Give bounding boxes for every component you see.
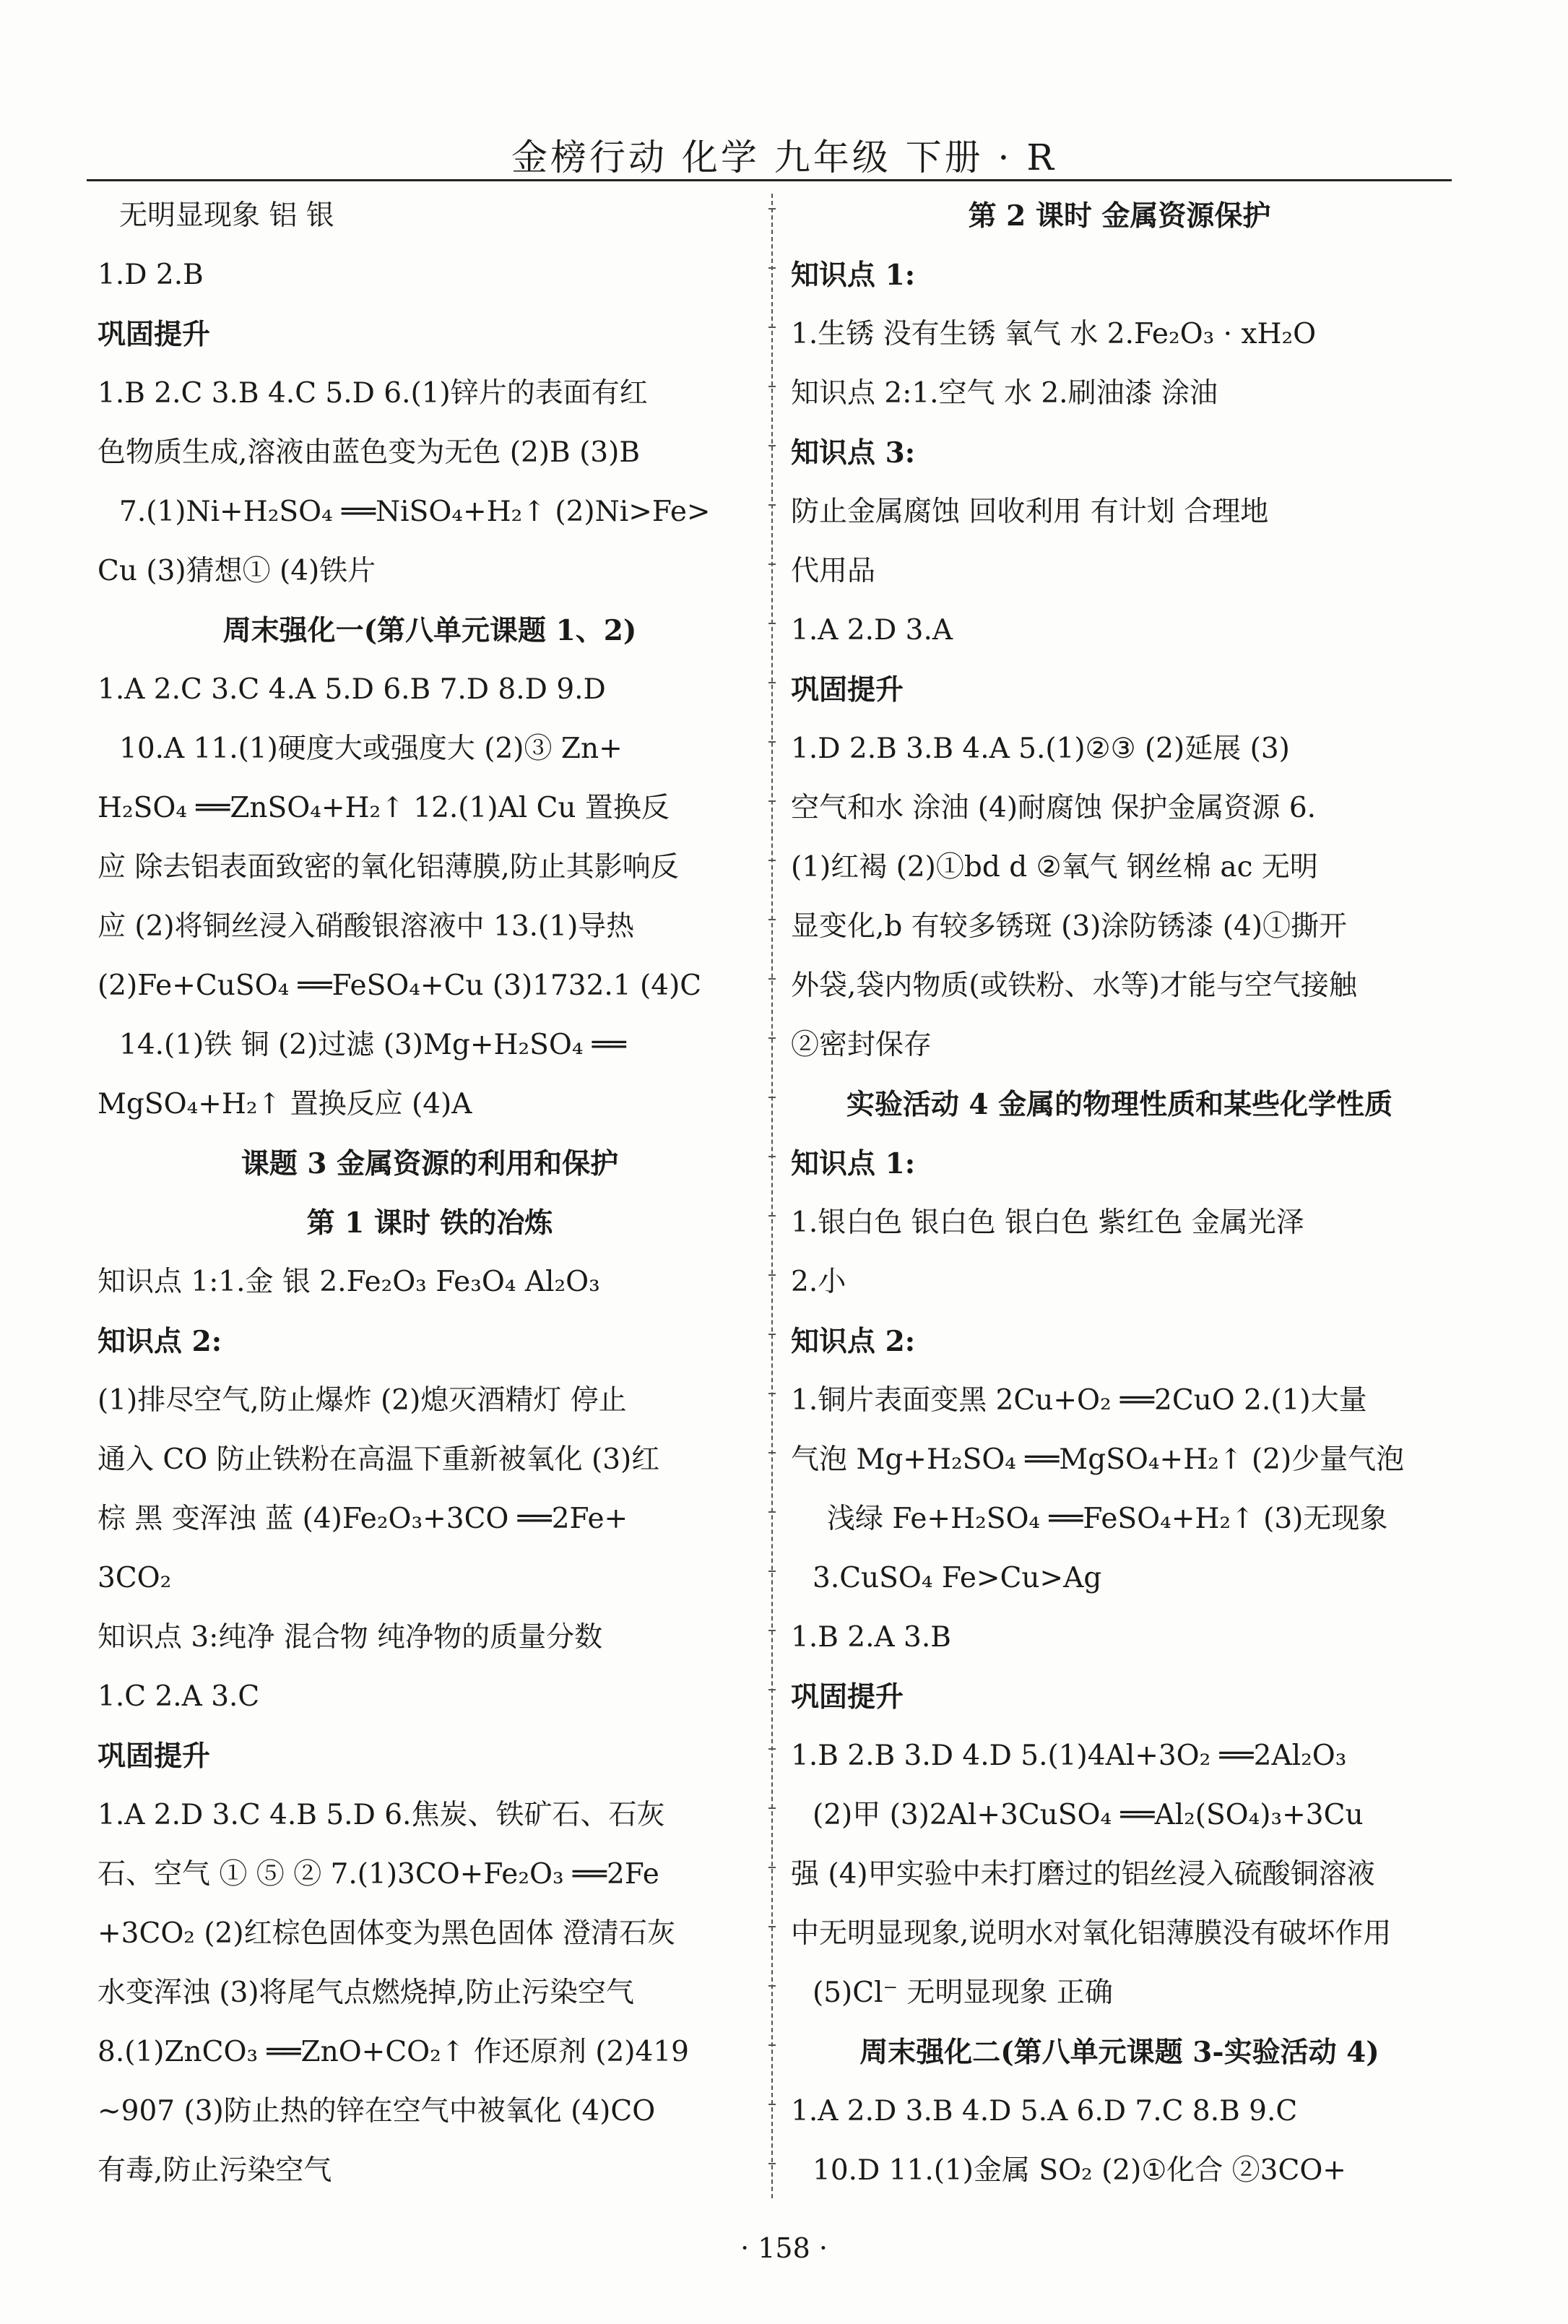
- right-heading-knowledge-1b: 知识点 1:: [791, 1147, 916, 1180]
- left-line-2: 1.D 2.B: [98, 259, 204, 291]
- divider-tick: [768, 1511, 776, 1513]
- divider-tick: [768, 1215, 776, 1217]
- left-line-34: 有毒,防止污染空气: [98, 2154, 332, 2187]
- left-heading-consolidation: 巩固提升: [98, 318, 211, 351]
- left-line-16: MgSO₄+H₂↑ 置换反应 (4)A: [98, 1088, 472, 1120]
- left-line-11: H₂SO₄ ══ZnSO₄+H₂↑ 12.(1)Al Cu 置换反: [98, 792, 670, 824]
- divider-tick: [768, 1452, 776, 1453]
- right-heading-activity-4: 实验活动 4 金属的物理性质和某些化学性质: [846, 1088, 1393, 1121]
- left-line-5: 色物质生成,溶液由蓝色变为无色 (2)B (3)B: [98, 436, 640, 469]
- divider-tick: [768, 741, 776, 743]
- header-rule: [87, 179, 1452, 181]
- right-line-24: 3.CuSO₄ Fe>Cu>Ag: [813, 1562, 1102, 1594]
- left-line-23: 棕 黑 变浑浊 蓝 (4)Fe₂O₃+3CO ══2Fe+: [98, 1503, 628, 1535]
- left-heading-consolidation-2: 巩固提升: [98, 1740, 211, 1773]
- right-line-3: 1.生锈 没有生锈 氧气 水 2.Fe₂O₃ · xH₂O: [791, 318, 1317, 350]
- left-heading-topic-3: 课题 3 金属资源的利用和保护: [241, 1147, 619, 1180]
- left-line-33: ~907 (3)防止热的锌在空气中被氧化 (4)CO: [98, 2095, 656, 2128]
- divider-tick: [768, 1037, 776, 1039]
- right-line-8: 1.A 2.D 3.A: [791, 614, 953, 647]
- right-line-25: 1.B 2.A 3.B: [791, 1621, 951, 1654]
- divider-tick: [768, 267, 776, 269]
- right-line-30: 中无明显现象,说明水对氧化铝薄膜没有破坏作用: [791, 1917, 1392, 1950]
- divider-tick: [768, 1630, 776, 1631]
- right-line-31: (5)Cl⁻ 无明显现象 正确: [813, 1977, 1113, 2009]
- divider-tick: [768, 1985, 776, 1987]
- left-line-26: 1.C 2.A 3.C: [98, 1680, 260, 1713]
- left-line-19: 知识点 1:1.金 银 2.Fe₂O₃ Fe₃O₄ Al₂O₃: [98, 1266, 600, 1298]
- divider-tick: [768, 1097, 776, 1098]
- left-line-9: 1.A 2.C 3.C 4.A 5.D 6.B 7.D 8.D 9.D: [98, 673, 606, 706]
- right-line-23: 浅绿 Fe+H₂SO₄ ══FeSO₄+H₂↑ (3)无现象: [827, 1503, 1388, 1535]
- left-line-24: 3CO₂: [98, 1562, 172, 1594]
- right-heading-lesson-2: 第 2 课时 金属资源保护: [968, 199, 1271, 233]
- right-line-10: 1.D 2.B 3.B 4.A 5.(1)②③ (2)延展 (3): [791, 733, 1290, 765]
- right-line-15: ②密封保存: [791, 1029, 932, 1061]
- right-line-14: 外袋,袋内物质(或铁粉、水等)才能与空气接触: [791, 969, 1357, 1002]
- page-number: · 158 ·: [740, 2232, 828, 2264]
- left-heading-knowledge-2: 知识点 2:: [98, 1325, 222, 1358]
- right-line-19: 2.小: [791, 1266, 846, 1298]
- divider-tick: [768, 2044, 776, 2046]
- divider-tick: [768, 504, 776, 506]
- right-heading-weekend-2: 周末强化二(第八单元课题 3-实验活动 4): [859, 2036, 1379, 2069]
- divider-tick: [768, 327, 776, 328]
- column-divider: [771, 194, 773, 2198]
- right-line-22: 气泡 Mg+H₂SO₄ ══MgSO₄+H₂↑ (2)少量气泡: [791, 1443, 1405, 1476]
- divider-tick: [768, 445, 776, 446]
- right-line-11: 空气和水 涂油 (4)耐腐蚀 保护金属资源 6.: [791, 792, 1317, 824]
- right-line-28: (2)甲 (3)2Al+3CuSO₄ ══Al₂(SO₄)₃+3Cu: [813, 1799, 1364, 1831]
- left-line-10: 10.A 11.(1)硬度大或强度大 (2)③ Zn+: [119, 733, 623, 765]
- divider-tick: [768, 2104, 776, 2105]
- page-header-title: 金榜行动 化学 九年级 下册 · R: [511, 137, 1057, 178]
- right-heading-consolidation-2: 巩固提升: [791, 1680, 904, 1714]
- left-line-4: 1.B 2.C 3.B 4.C 5.D 6.(1)锌片的表面有红: [98, 377, 648, 410]
- left-line-32: 8.(1)ZnCO₃ ══ZnO+CO₂↑ 作还原剂 (2)419: [98, 2036, 689, 2068]
- right-line-29: 强 (4)甲实验中未打磨过的铝丝浸入硫酸铜溶液: [791, 1858, 1375, 1891]
- left-line-7: Cu (3)猜想① (4)铁片: [98, 555, 376, 587]
- divider-tick: [768, 978, 776, 980]
- left-line-25: 知识点 3:纯净 混合物 纯净物的质量分数: [98, 1621, 603, 1654]
- divider-tick: [768, 1334, 776, 1335]
- right-line-12: (1)红褐 (2)①bd d ②氧气 钢丝棉 ac 无明: [791, 851, 1318, 884]
- right-heading-knowledge-2b: 知识点 2:: [791, 1325, 916, 1358]
- left-line-22: 通入 CO 防止铁粉在高温下重新被氧化 (3)红: [98, 1443, 660, 1476]
- right-line-4: 知识点 2:1.空气 水 2.刷油漆 涂油: [791, 377, 1218, 410]
- divider-tick: [768, 1748, 776, 1750]
- right-heading-knowledge-1: 知识点 1:: [791, 259, 916, 292]
- divider-tick: [768, 623, 776, 624]
- right-heading-knowledge-3: 知识点 3:: [791, 436, 916, 470]
- left-line-15: 14.(1)铁 铜 (2)过滤 (3)Mg+H₂SO₄ ══: [119, 1029, 626, 1061]
- divider-tick: [768, 1156, 776, 1157]
- left-line-31: 水变浑浊 (3)将尾气点燃烧掉,防止污染空气: [98, 1977, 635, 2009]
- left-line-14: (2)Fe+CuSO₄ ══FeSO₄+Cu (3)1732.1 (4)C: [98, 969, 702, 1002]
- divider-tick: [768, 2163, 776, 2164]
- left-line-1: 无明显现象 铝 银: [119, 199, 334, 232]
- divider-tick: [768, 919, 776, 920]
- right-line-27: 1.B 2.B 3.D 4.D 5.(1)4Al+3O₂ ══2Al₂O₃: [791, 1740, 1347, 1772]
- right-line-33: 1.A 2.D 3.B 4.D 5.A 6.D 7.C 8.B 9.C: [791, 2095, 1298, 2128]
- divider-tick: [768, 1689, 776, 1690]
- divider-tick: [768, 1274, 776, 1276]
- right-line-34: 10.D 11.(1)金属 SO₂ (2)①化合 ②3CO+: [813, 2154, 1346, 2187]
- divider-tick: [768, 800, 776, 802]
- left-line-12: 应 除去铝表面致密的氧化铝薄膜,防止其影响反: [98, 851, 679, 884]
- divider-tick: [768, 386, 776, 387]
- left-line-28: 1.A 2.D 3.C 4.B 5.D 6.焦炭、铁矿石、石灰: [98, 1799, 665, 1831]
- right-heading-consolidation: 巩固提升: [791, 673, 904, 707]
- divider-tick: [768, 1393, 776, 1394]
- right-line-6: 防止金属腐蚀 回收利用 有计划 合理地: [791, 496, 1269, 528]
- divider-tick: [768, 208, 776, 209]
- divider-tick: [768, 1867, 776, 1868]
- left-line-6: 7.(1)Ni+H₂SO₄ ══NiSO₄+H₂↑ (2)Ni>Fe>: [119, 496, 711, 528]
- left-heading-weekend-1: 周末强化一(第八单元课题 1、2): [222, 614, 637, 647]
- divider-tick: [768, 860, 776, 861]
- right-line-18: 1.银白色 银白色 银白色 紫红色 金属光泽: [791, 1206, 1304, 1239]
- divider-tick: [768, 1807, 776, 1809]
- divider-tick: [768, 1571, 776, 1572]
- right-line-13: 显变化,b 有较多锈斑 (3)涂防锈漆 (4)①撕开: [791, 910, 1348, 943]
- left-line-29: 石、空气 ① ⑤ ② 7.(1)3CO+Fe₂O₃ ══2Fe: [98, 1858, 659, 1891]
- divider-tick: [768, 563, 776, 565]
- divider-tick: [768, 1926, 776, 1927]
- divider-tick: [768, 682, 776, 683]
- left-line-21: (1)排尽空气,防止爆炸 (2)熄灭酒精灯 停止: [98, 1384, 627, 1417]
- left-heading-lesson-1: 第 1 课时 铁的冶炼: [306, 1206, 553, 1240]
- left-line-30: +3CO₂ (2)红棕色固体变为黑色固体 澄清石灰: [98, 1917, 675, 1950]
- right-line-7: 代用品: [791, 555, 876, 587]
- right-line-21: 1.铜片表面变黑 2Cu+O₂ ══2CuO 2.(1)大量: [791, 1384, 1367, 1417]
- left-line-13: 应 (2)将铜丝浸入硝酸银溶液中 13.(1)导热: [98, 910, 635, 943]
